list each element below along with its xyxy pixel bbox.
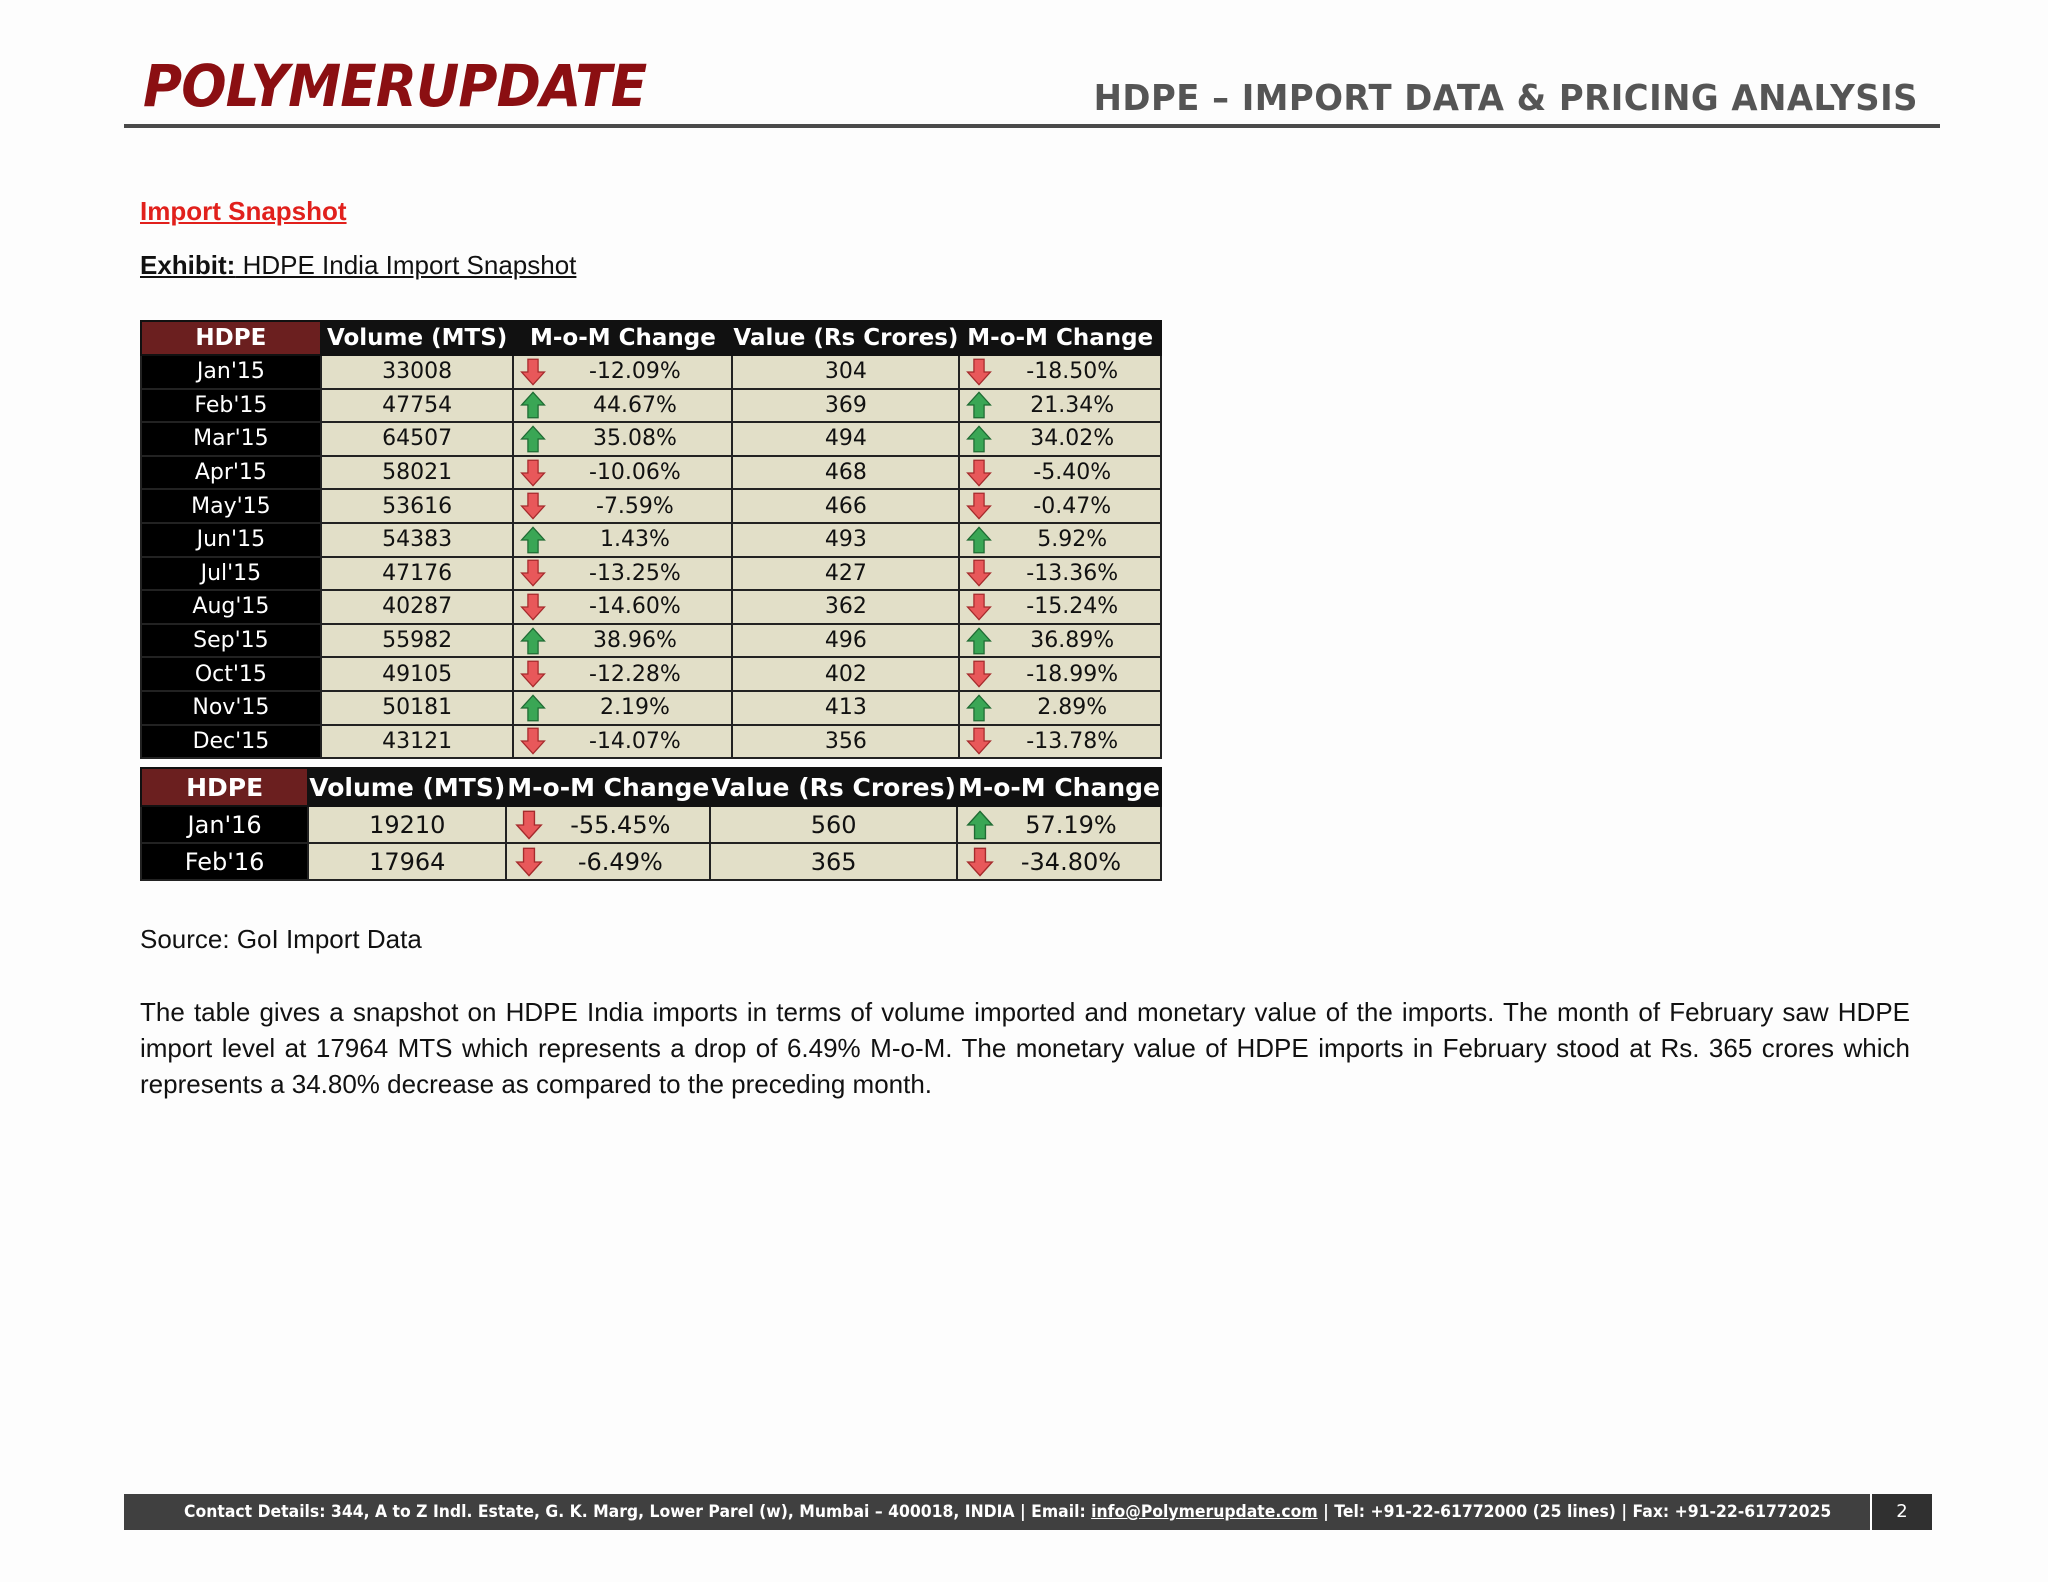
value-cell (732, 624, 959, 658)
column-header: M-o-M Change (513, 321, 732, 355)
column-header: M-o-M Change (957, 768, 1161, 806)
volume-change-cell (513, 389, 732, 423)
volume-change-cell-text: -14.60% (589, 594, 681, 620)
month-cell (141, 422, 321, 456)
volume-change-cell (513, 557, 732, 591)
volume-cell (308, 806, 506, 843)
down-arrow-icon (520, 593, 546, 621)
volume-cell-text: 40287 (382, 594, 453, 620)
volume-change-cell (506, 806, 710, 843)
down-arrow-icon (966, 593, 992, 621)
value-change-cell-text: 21.34% (1030, 392, 1115, 418)
value-change-cell-text: 5.92% (1037, 527, 1108, 553)
value-change-cell-text: -5.40% (1033, 460, 1112, 486)
value-cell (732, 389, 959, 423)
month-cell (141, 389, 321, 423)
table-row (141, 691, 1161, 725)
document-title: HDPE – IMPORT DATA & PRICING ANALYSIS (1093, 78, 1918, 119)
volume-change-cell (513, 489, 732, 523)
up-arrow-icon (966, 425, 992, 453)
volume-cell-text: 53616 (382, 493, 453, 519)
email-link[interactable]: info@Polymerupdate.com (1091, 1502, 1318, 1522)
volume-cell (321, 389, 514, 423)
up-arrow-icon (520, 391, 546, 419)
page-number: 2 (1870, 1494, 1932, 1530)
volume-cell (308, 843, 506, 880)
volume-cell-text: 47754 (382, 392, 453, 418)
up-arrow-icon (966, 391, 992, 419)
value-cell-text: 560 (810, 810, 857, 839)
volume-cell-text: 54383 (382, 527, 453, 553)
value-change-cell-text: 36.89% (1030, 628, 1115, 654)
analysis-paragraph: The table gives a snapshot on HDPE India imports in terms of volume imported and monetary value of the imports. The month of February saw HDPE import level at 17964 MTS which represents a drop of 6.49% M-o-M. The monetary value of HDPE imports in February stood at Rs. 365 crores which represents a 34.80% decrease as compared to the preceding month. (140, 997, 1910, 1099)
down-arrow-icon (515, 810, 543, 840)
source-note: Source: GoI Import Data (140, 924, 422, 954)
down-arrow-icon (520, 559, 546, 587)
value-cell (732, 422, 959, 456)
value-change-cell-text: 57.19% (1025, 810, 1117, 839)
month-cell-text: Sep'15 (193, 628, 269, 654)
up-arrow-icon (520, 425, 546, 453)
value-change-cell-text: 34.02% (1030, 426, 1115, 452)
value-cell-text: 304 (824, 359, 867, 385)
import-table-2016 (140, 767, 1162, 881)
value-cell-text: 494 (824, 426, 867, 452)
logo: POLYMERUPDATE (143, 52, 647, 120)
up-arrow-icon (966, 810, 994, 840)
value-cell (732, 489, 959, 523)
month-cell (141, 624, 321, 658)
up-arrow-icon (966, 526, 992, 554)
value-change-cell (959, 355, 1161, 389)
month-cell (141, 456, 321, 490)
volume-change-cell-text: 35.08% (592, 426, 677, 452)
down-arrow-icon (520, 358, 546, 386)
value-cell-text: 362 (824, 594, 867, 620)
month-cell-text: Apr'15 (194, 460, 267, 486)
value-cell (710, 806, 957, 843)
value-cell (710, 843, 957, 880)
value-cell (732, 523, 959, 557)
table-row (141, 624, 1161, 658)
table-header-row (141, 321, 1161, 355)
column-header: Value (Rs Crores) (710, 768, 957, 806)
value-cell (732, 691, 959, 725)
down-arrow-icon (520, 660, 546, 688)
down-arrow-icon (966, 660, 992, 688)
month-cell-text: Jan'15 (196, 359, 265, 385)
value-change-cell (957, 806, 1161, 843)
column-header: M-o-M Change (959, 321, 1161, 355)
month-cell-text: Aug'15 (192, 594, 270, 620)
volume-cell-text: 43121 (382, 728, 453, 754)
volume-change-cell-text: -13.25% (589, 560, 681, 586)
volume-change-cell-text: 44.67% (592, 392, 677, 418)
value-cell-text: 427 (824, 560, 867, 586)
table-header-row (141, 768, 1161, 806)
value-cell-text: 468 (824, 460, 867, 486)
column-header: Volume (MTS) (321, 321, 514, 355)
value-change-cell (959, 389, 1161, 423)
volume-change-cell (513, 691, 732, 725)
column-header: Volume (MTS) (308, 768, 506, 806)
month-cell (141, 523, 321, 557)
volume-change-cell (513, 523, 732, 557)
down-arrow-icon (966, 559, 992, 587)
volume-change-cell-text: -12.28% (589, 661, 681, 687)
down-arrow-icon (520, 492, 546, 520)
volume-cell (321, 422, 514, 456)
volume-change-cell (513, 657, 732, 691)
month-cell (141, 806, 308, 843)
volume-cell-text: 55982 (382, 628, 453, 654)
value-change-cell (959, 456, 1161, 490)
value-cell (732, 725, 959, 759)
table-row (141, 590, 1161, 624)
value-change-cell-text: -34.80% (1020, 847, 1122, 876)
value-cell-text: 493 (824, 527, 867, 553)
month-cell (141, 355, 321, 389)
volume-change-cell-text: 2.19% (599, 695, 670, 721)
value-change-cell-text: -15.24% (1026, 594, 1119, 620)
volume-cell-text: 50181 (382, 695, 453, 721)
footer-phones: | Tel: +91-22-61772000 (25 lines) | Fax: +91-22-61772025 (1317, 1502, 1832, 1522)
value-change-cell-text: -18.50% (1026, 359, 1119, 385)
value-cell-text: 356 (824, 728, 867, 754)
volume-change-cell-text: -7.59% (596, 493, 674, 519)
table-row (141, 389, 1161, 423)
table-row (141, 456, 1161, 490)
volume-cell-text: 47176 (382, 560, 453, 586)
footer-address: Contact Details: 344, A to Z Indl. Estate, G. K. Marg, Lower Parel (w), Mumbai – 400018, INDIA | Email: (184, 1502, 1092, 1522)
month-cell-text: Dec'15 (192, 728, 270, 754)
value-change-cell (959, 725, 1161, 759)
volume-cell-text: 17964 (369, 847, 446, 876)
value-cell (732, 657, 959, 691)
volume-cell (321, 557, 514, 591)
column-header: HDPE (141, 321, 321, 355)
exhibit-title: HDPE India Import Snapshot (235, 250, 577, 280)
down-arrow-icon (966, 358, 992, 386)
volume-change-cell-text: -55.45% (570, 810, 671, 839)
month-cell (141, 590, 321, 624)
volume-change-cell (513, 422, 732, 456)
value-change-cell-text: -13.78% (1026, 728, 1119, 754)
down-arrow-icon (966, 492, 992, 520)
value-change-cell (959, 489, 1161, 523)
volume-cell (321, 456, 514, 490)
value-change-cell (959, 691, 1161, 725)
volume-change-cell (513, 725, 732, 759)
table-row (141, 355, 1161, 389)
volume-cell (321, 523, 514, 557)
month-cell (141, 557, 321, 591)
month-cell-text: Nov'15 (192, 695, 270, 721)
value-change-cell (959, 624, 1161, 658)
value-change-cell-text: -0.47% (1033, 493, 1112, 519)
volume-change-cell (513, 590, 732, 624)
value-cell-text: 413 (824, 695, 867, 721)
value-cell (732, 355, 959, 389)
up-arrow-icon (520, 526, 546, 554)
volume-change-cell-text: -6.49% (577, 847, 663, 876)
header-rule (124, 124, 1940, 128)
down-arrow-icon (966, 459, 992, 487)
month-cell-text: Feb'16 (184, 847, 265, 876)
exhibit-label: Exhibit: (140, 250, 236, 280)
month-cell (141, 725, 321, 759)
import-table-2015 (140, 320, 1162, 759)
volume-change-cell-text: 38.96% (592, 628, 677, 654)
value-cell-text: 402 (824, 661, 867, 687)
month-cell-text: Jan'16 (187, 810, 262, 839)
value-change-cell (959, 557, 1161, 591)
month-cell-text: Jul'15 (200, 560, 262, 586)
value-cell-text: 466 (824, 493, 867, 519)
section-heading: Import Snapshot (140, 196, 347, 226)
value-change-cell (957, 843, 1161, 880)
table-row (141, 725, 1161, 759)
volume-change-cell-text: 1.43% (599, 527, 670, 553)
value-change-cell-text: -13.36% (1026, 560, 1119, 586)
table-row (141, 523, 1161, 557)
volume-cell (321, 657, 514, 691)
down-arrow-icon (520, 459, 546, 487)
up-arrow-icon (966, 694, 992, 722)
down-arrow-icon (520, 727, 546, 755)
table-row (141, 422, 1161, 456)
exhibit-caption (140, 250, 576, 281)
down-arrow-icon (515, 847, 543, 877)
month-cell (141, 489, 321, 523)
footer-contact (184, 1502, 1831, 1522)
volume-cell (321, 691, 514, 725)
up-arrow-icon (520, 694, 546, 722)
month-cell-text: Mar'15 (193, 426, 269, 452)
value-cell-text: 496 (824, 628, 867, 654)
volume-change-cell-text: -14.07% (589, 728, 681, 754)
volume-change-cell (513, 624, 732, 658)
column-header: M-o-M Change (506, 768, 710, 806)
column-header: Value (Rs Crores) (732, 321, 959, 355)
volume-change-cell-text: -12.09% (589, 359, 681, 385)
month-cell (141, 657, 321, 691)
volume-cell (321, 725, 514, 759)
volume-cell-text: 49105 (382, 661, 453, 687)
up-arrow-icon (520, 627, 546, 655)
value-cell (732, 590, 959, 624)
month-cell (141, 843, 308, 880)
up-arrow-icon (966, 627, 992, 655)
volume-cell (321, 590, 514, 624)
volume-cell-text: 33008 (382, 359, 453, 385)
value-change-cell (959, 523, 1161, 557)
month-cell-text: Jun'15 (196, 527, 266, 553)
value-cell (732, 456, 959, 490)
table-row (141, 657, 1161, 691)
volume-change-cell (506, 843, 710, 880)
value-change-cell (959, 422, 1161, 456)
down-arrow-icon (966, 847, 994, 877)
volume-change-cell (513, 456, 732, 490)
volume-cell (321, 355, 514, 389)
value-cell-text: 369 (824, 392, 867, 418)
volume-cell (321, 624, 514, 658)
month-cell (141, 691, 321, 725)
volume-cell (321, 489, 514, 523)
table-row (141, 806, 1161, 843)
footer-bar (124, 1494, 1932, 1530)
column-header: HDPE (141, 768, 308, 806)
value-change-cell-text: -18.99% (1026, 661, 1119, 687)
value-cell-text: 365 (810, 847, 857, 876)
volume-change-cell-text: -10.06% (589, 460, 681, 486)
month-cell-text: Feb'15 (194, 392, 268, 418)
table-row (141, 843, 1161, 880)
table-row (141, 557, 1161, 591)
value-change-cell (959, 657, 1161, 691)
value-change-cell-text: 2.89% (1037, 695, 1108, 721)
volume-cell-text: 64507 (382, 426, 453, 452)
month-cell-text: Oct'15 (194, 661, 267, 687)
volume-cell-text: 19210 (369, 810, 446, 839)
table-row (141, 489, 1161, 523)
volume-change-cell (513, 355, 732, 389)
volume-cell-text: 58021 (382, 460, 453, 486)
value-change-cell (959, 590, 1161, 624)
down-arrow-icon (966, 727, 992, 755)
value-cell (732, 557, 959, 591)
month-cell-text: May'15 (191, 493, 271, 519)
